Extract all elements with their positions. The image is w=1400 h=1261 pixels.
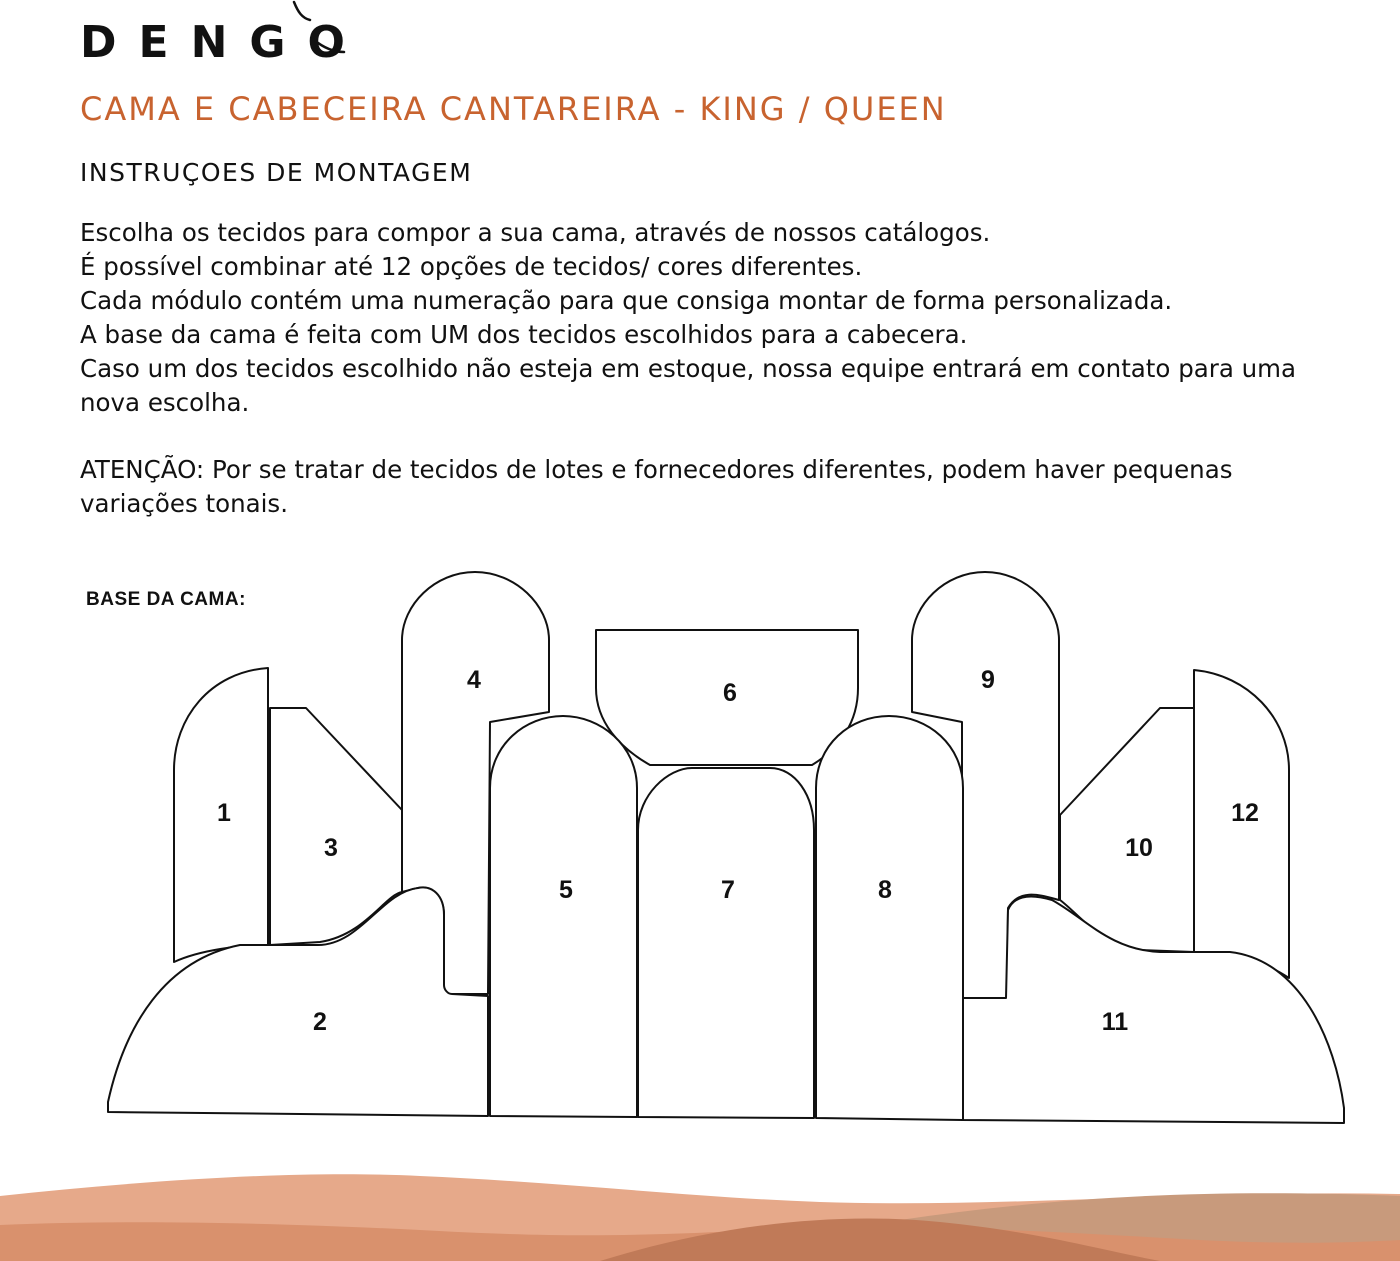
module-7-shape — [638, 768, 814, 1118]
module-number: 8 — [878, 876, 892, 904]
module-5-shape — [490, 716, 637, 1117]
instruction-line: Escolha os tecidos para compor a sua cama, através de nossos catálogos. — [80, 218, 991, 247]
module-10-shape — [1060, 708, 1194, 952]
module-number: 5 — [559, 876, 573, 904]
module-number: 6 — [723, 679, 737, 707]
instruction-line: A base da cama é feita com UM dos tecidos escolhidos para a cabecera. — [80, 320, 968, 349]
page-subtitle: INSTRUÇOES DE MONTAGEM — [80, 158, 473, 187]
instruction-line: É possível combinar até 12 opções de tecidos/ cores diferentes. — [80, 252, 863, 281]
module-number: 7 — [721, 876, 735, 904]
decorative-dunes — [0, 1150, 1400, 1261]
module-number: 11 — [1101, 1008, 1129, 1036]
module-number: 9 — [981, 666, 995, 694]
module-number: 10 — [1125, 834, 1153, 862]
page-title: CAMA E CABECEIRA CANTAREIRA - KING / QUEEN — [80, 90, 947, 128]
instruction-line: Caso um dos tecidos escolhido não esteja em estoque, nossa equipe entrará em contato para uma nova escolha. — [80, 354, 1297, 417]
module-number: 1 — [217, 799, 231, 827]
instruction-line: Cada módulo contém uma numeração para que consiga montar de forma personalizada. — [80, 286, 1173, 315]
attention-note: ATENÇÃO: Por se tratar de tecidos de lotes e fornecedores diferentes, podem haver pequenas variações tonais. — [80, 455, 1233, 518]
brand-name: DENGO — [80, 16, 367, 68]
module-8-shape — [816, 716, 963, 1120]
module-number: 12 — [1231, 799, 1259, 827]
module-number: 3 — [324, 834, 338, 862]
module-number: 2 — [313, 1008, 327, 1036]
module-number: 4 — [467, 666, 481, 694]
diagram-label: BASE DA CAMA: — [86, 589, 246, 610]
